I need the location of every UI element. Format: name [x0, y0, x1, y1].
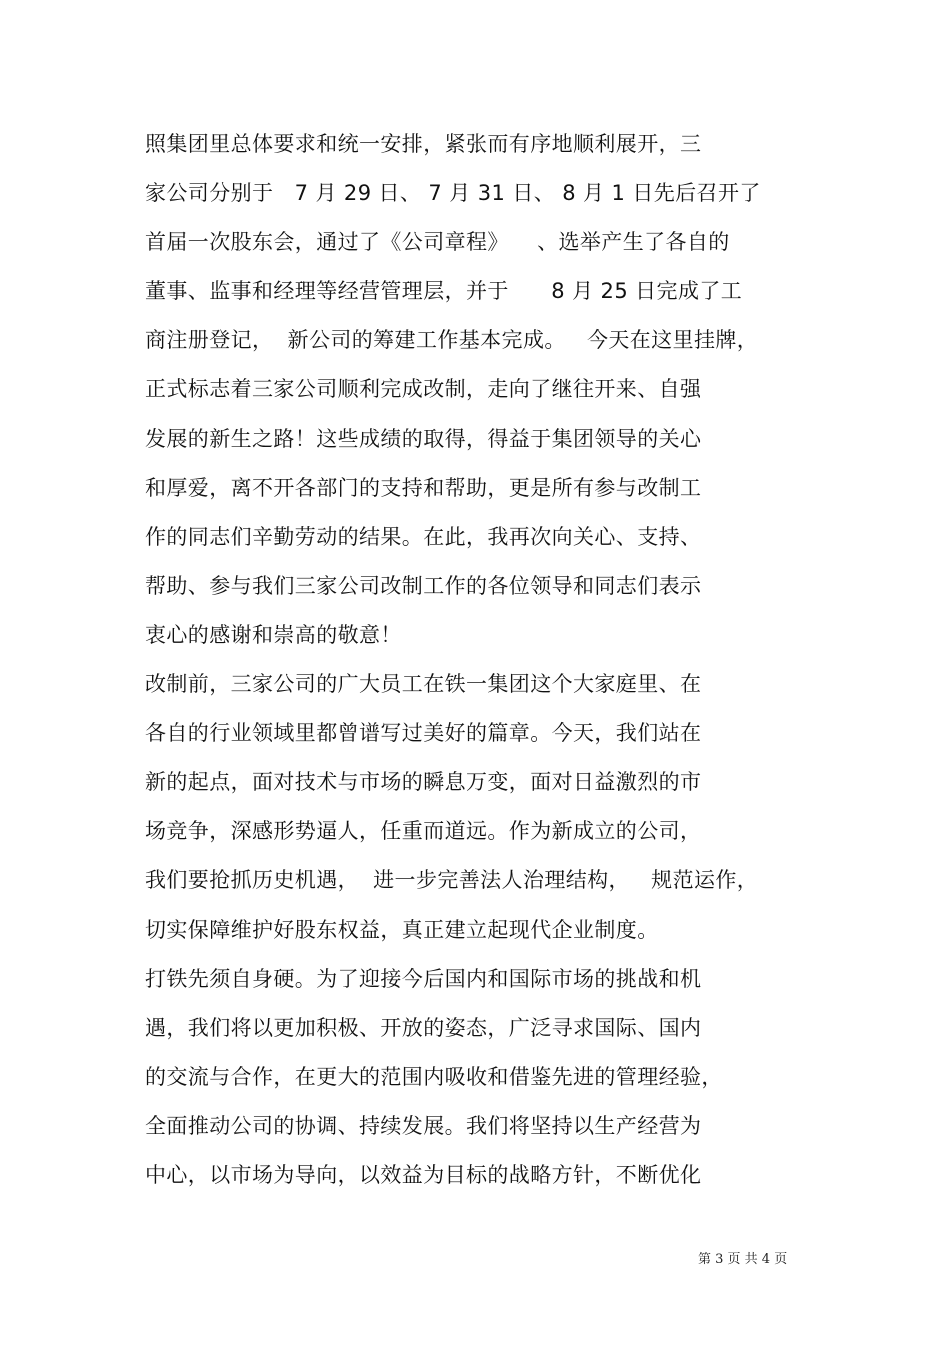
text-line: 发展的新生之路！这些成绩的取得，得益于集团领导的关心: [145, 426, 702, 451]
document-body: [145, 120, 825, 1200]
text-line: 切实保障维护好股东权益，真正建立起现代企业制度。: [145, 917, 659, 942]
text-line: 打铁先须自身硬。为了迎接今后国内和国际市场的挑战和机: [145, 966, 702, 991]
text-line: 改制前，三家公司的广大员工在铁一集团这个大家庭里、在: [145, 672, 702, 697]
text-line: 新的起点，面对技术与市场的瞬息万变，面对日益激烈的市: [145, 770, 702, 795]
text-line: 家公司分别于 7 月 29 日、 7 月 31 日、 8 月 1 日先后召开了: [145, 181, 761, 206]
text-line: 我们要抢抓历史机遇， 进一步完善法人治理结构， 规范运作，: [145, 868, 759, 893]
text-line: 中心，以市场为导向，以效益为目标的战略方针，不断优化: [145, 1162, 702, 1187]
page-number-footer: 第 3 页 共 4 页: [698, 1252, 788, 1267]
text-line: 帮助、参与我们三家公司改制工作的各位领导和同志们表示: [145, 573, 702, 598]
text-line: 照集团里总体要求和统一安排，紧张而有序地顺利展开，三: [145, 132, 702, 156]
text-line: 各自的行业领域里都曾谱写过美好的篇章。今天，我们站在: [145, 721, 702, 746]
text-line: 全面推动公司的协调、持续发展。我们将坚持以生产经营为: [145, 1113, 702, 1138]
text-line: 首届一次股东会，通过了《公司章程》 、选举产生了各自的: [145, 230, 730, 255]
text-line: 遇，我们将以更加积极、开放的姿态，广泛寻求国际、国内: [145, 1015, 702, 1040]
text-line: 衷心的感谢和崇高的敬意！: [145, 622, 402, 647]
text-line: 场竞争，深感形势逼人，任重而道远。作为新成立的公司，: [145, 819, 702, 844]
text-line: 和厚爱，离不开各部门的支持和帮助，更是所有参与改制工: [145, 475, 702, 500]
text-line: 作的同志们辛勤劳动的结果。在此，我再次向关心、支持、: [145, 524, 702, 549]
text-line: 正式标志着三家公司顺利完成改制，走向了继往开来、自强: [145, 377, 702, 402]
text-line: 董事、监事和经理等经营管理层，并于 8 月 25 日完成了工: [145, 279, 743, 304]
text-line: 商注册登记， 新公司的筹建工作基本完成。 今天在这里挂牌，: [145, 328, 759, 353]
text-line: 的交流与合作，在更大的范围内吸收和借鉴先进的管理经验，: [145, 1064, 723, 1089]
